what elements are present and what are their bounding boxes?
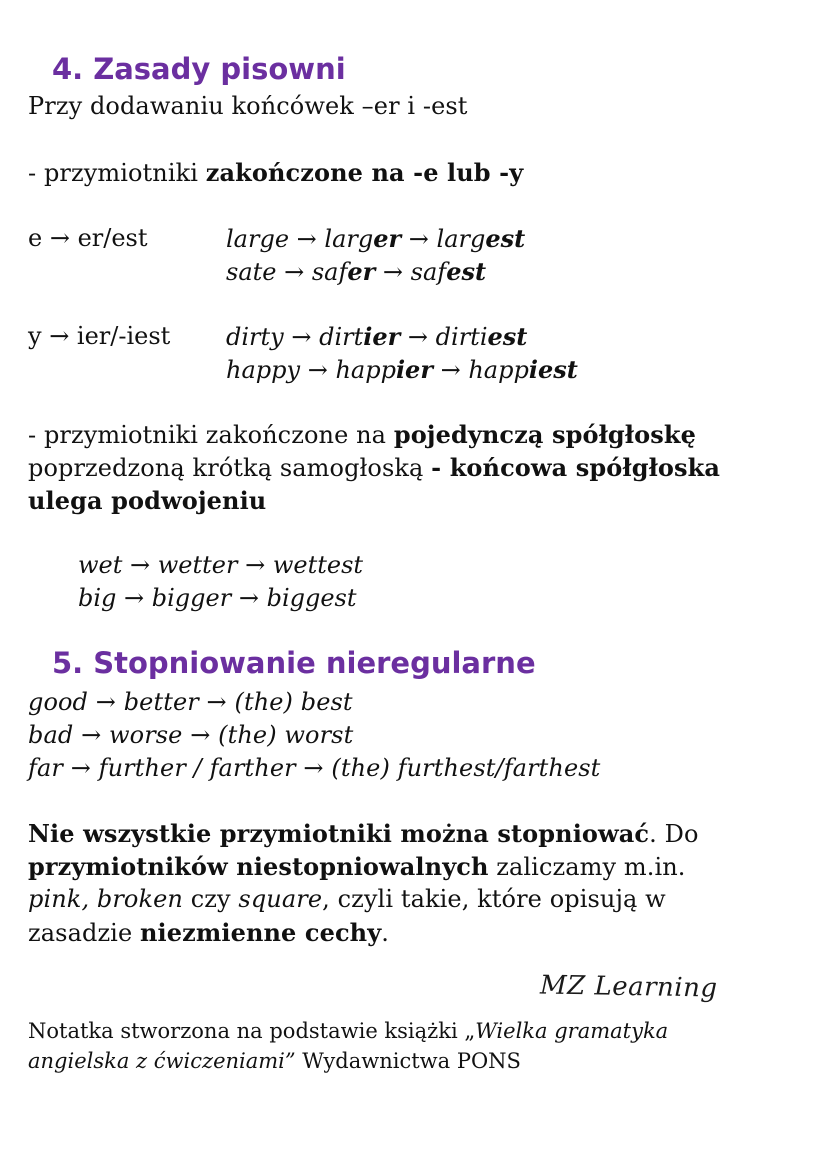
superlative-ending: est (446, 257, 487, 286)
signature: MZ Learning (539, 970, 718, 1004)
superlative-stem: dirti (435, 323, 488, 351)
superlative-ending: est (487, 322, 528, 351)
section-4-heading (52, 52, 346, 86)
comparative-stem: saf (311, 258, 348, 286)
rule-1-bold: zakończone na -e lub -y (205, 158, 524, 187)
note-line-3-italic: pink, broken (28, 885, 183, 913)
note-line-4-end: . (381, 919, 389, 947)
example-base: dirty (226, 323, 284, 351)
comparative-ending: er (347, 257, 376, 286)
arrow: → (401, 225, 437, 253)
example-base: large (226, 225, 290, 253)
rule-2-prefix: - przymiotniki zakończone na (28, 421, 394, 449)
rule-1 (28, 156, 523, 190)
note-line-3 (28, 883, 666, 916)
section-4-title: Zasady pisowni (93, 52, 346, 86)
section-5-title: Stopniowanie nieregularne (93, 646, 536, 680)
doubling-example-1: wet → wetter → wettest (78, 551, 364, 579)
note-line-2 (28, 850, 686, 884)
footer-line-1 (28, 1016, 668, 1046)
superlative-stem: happ (468, 356, 529, 384)
irregular-example-3: far → further / farther → (the) furthest/farthest (28, 754, 601, 782)
superlative-ending: est (485, 224, 526, 253)
arrow: → (432, 356, 469, 384)
arrow: → (400, 323, 436, 351)
e-rule-example-1 (226, 222, 525, 256)
superlative-ending: iest (528, 355, 578, 384)
arrow: → (375, 258, 411, 286)
note-line-3-mid: czy (183, 885, 239, 913)
footer-line-2 (28, 1046, 521, 1076)
comparative-ending: ier (363, 322, 401, 351)
superlative-stem: saf (410, 258, 447, 286)
section-4-number: 4. (52, 52, 84, 86)
comparative-ending: er (373, 224, 402, 253)
rule-2-bold: pojedynczą spółgłoskę (393, 420, 696, 449)
y-rule-example-1 (226, 320, 527, 354)
y-rule-example-2 (226, 353, 578, 387)
comparative-stem: dirt (319, 323, 364, 351)
arrow: → (300, 356, 336, 384)
example-base: happy (226, 356, 301, 384)
arrow: → (276, 258, 312, 286)
e-rule-label: e → er/est (28, 224, 148, 252)
footer-line-1-plain: Notatka stworzona na podstawie książki „ (28, 1019, 476, 1043)
note-line-1-rest: . Do (649, 820, 699, 848)
doubling-example-2: big → bigger → biggest (78, 584, 357, 612)
rule-2-line-1 (28, 418, 696, 452)
rule-2-line-2-bold: - końcowa spółgłoska (431, 453, 721, 482)
section-4-intro: Przy dodawaniu końcówek –er i -est (28, 92, 468, 120)
rule-1-prefix: - przymiotniki (28, 159, 206, 187)
section-5-number: 5. (52, 646, 84, 680)
arrow: → (283, 323, 320, 351)
note-line-4-bold: niezmienne cechy (140, 918, 382, 947)
arrow: → (289, 225, 325, 253)
superlative-stem: larg (436, 225, 486, 253)
e-rule-example-2 (226, 255, 486, 289)
comparative-stem: happ (335, 356, 396, 384)
note-line-3-rest: , czyli takie, które opisują w (322, 885, 666, 913)
rule-2-line-3: ulega podwojeniu (28, 486, 267, 515)
comparative-ending: ier (395, 355, 433, 384)
note-line-3-italic-2: square (238, 885, 323, 913)
footer-line-1-italic: Wielka gramatyka (475, 1019, 669, 1043)
note-line-1 (28, 817, 699, 851)
irregular-example-2: bad → worse → (the) worst (28, 721, 354, 749)
footer-line-2-italic: angielska z ćwiczeniami” (28, 1049, 296, 1073)
section-5-heading (52, 646, 536, 680)
example-base: sate (226, 258, 277, 286)
y-rule-label: y → ier/-iest (28, 322, 171, 350)
note-line-4 (28, 916, 389, 950)
note-line-4-start: zasadzie (28, 919, 140, 947)
note-line-2-rest: zaliczamy m.in. (488, 853, 686, 881)
note-line-2-bold: przymiotników niestopniowalnych (28, 852, 489, 881)
footer-line-2-plain: Wydawnictwa PONS (295, 1049, 521, 1073)
rule-2-line-2-prefix: poprzedzoną krótką samogłoską (28, 454, 432, 482)
irregular-example-1: good → better → (the) best (28, 688, 353, 716)
rule-2-line-2 (28, 451, 720, 485)
note-line-1-bold: Nie wszystkie przymiotniki można stopniować (28, 819, 650, 848)
comparative-stem: larg (324, 225, 374, 253)
